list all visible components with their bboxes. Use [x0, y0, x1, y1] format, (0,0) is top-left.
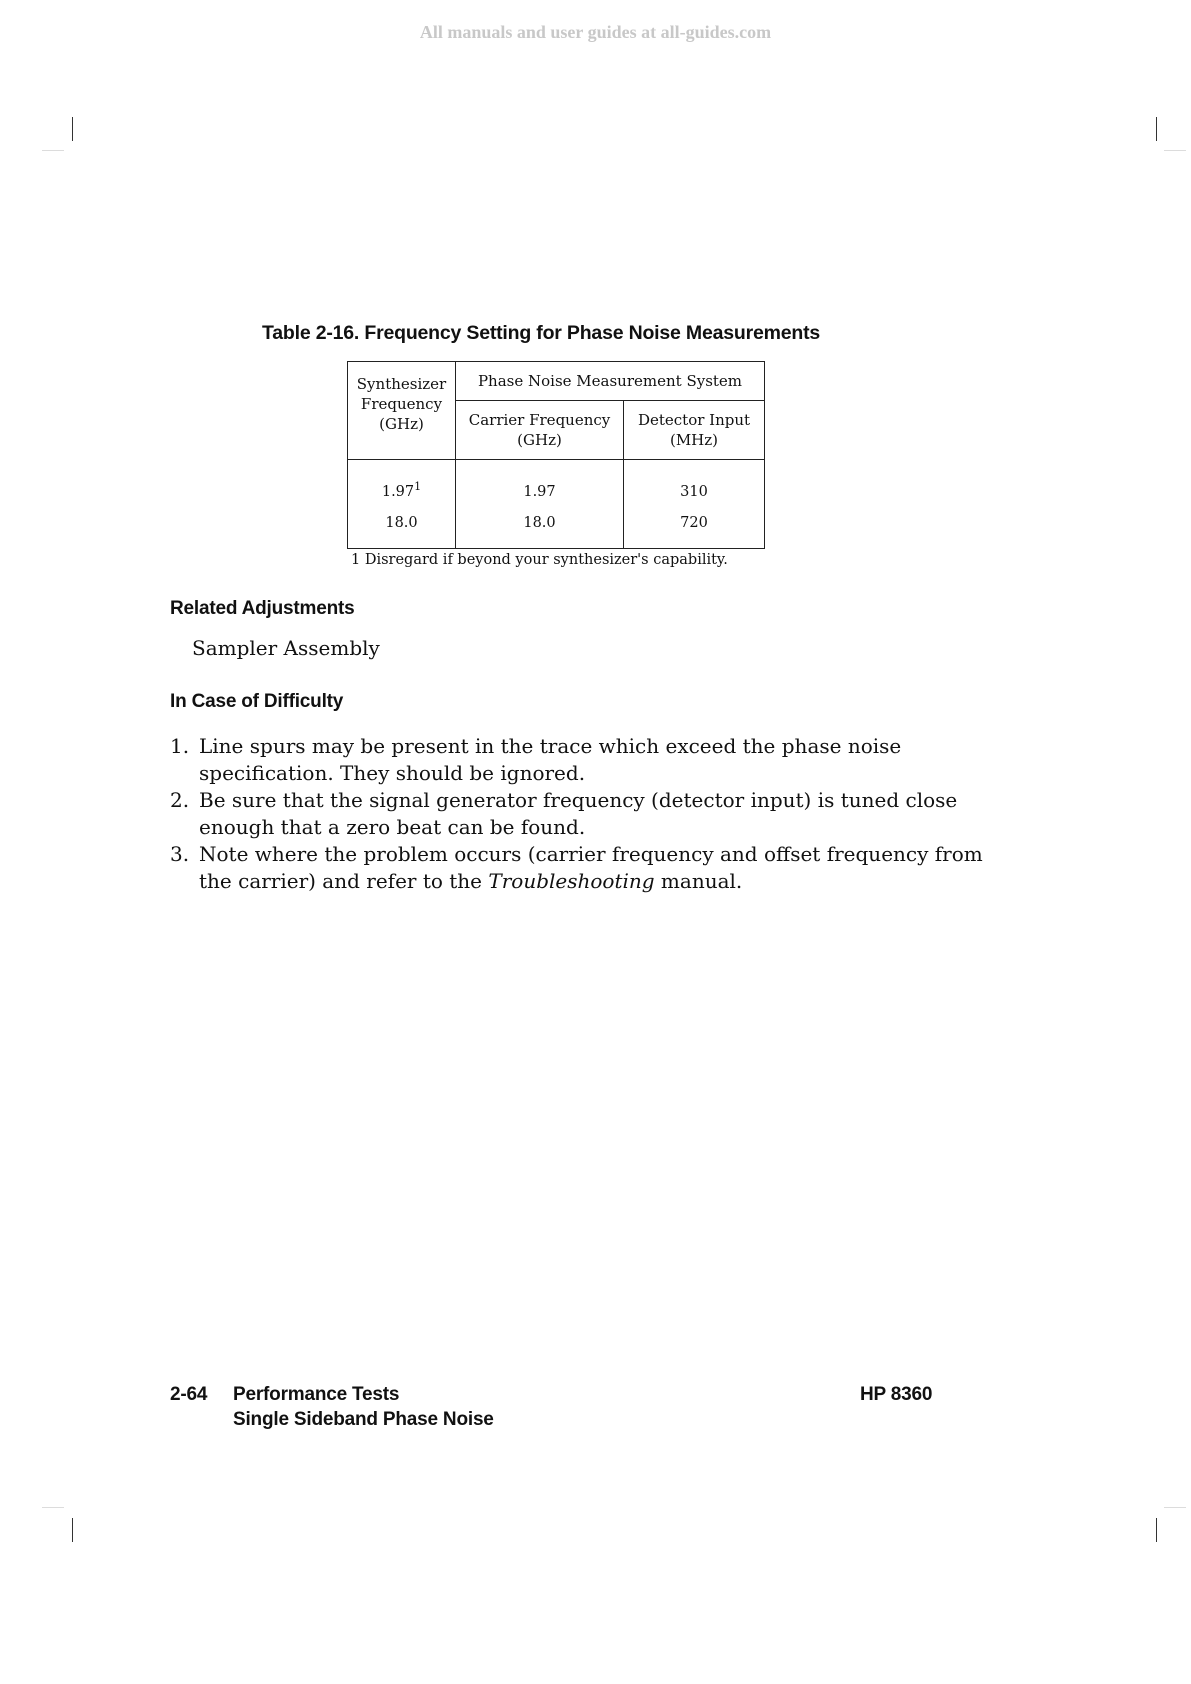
- list-item-line: enough that a zero beat can be found.: [199, 815, 586, 839]
- list-item-number: 1.: [170, 734, 190, 758]
- related-adjustments-heading: Related Adjustments: [170, 598, 355, 619]
- cell-carrier-frequency: 18.0: [456, 507, 624, 549]
- footer-section: Performance Tests: [233, 1384, 400, 1405]
- list-item-line: Line spurs may be present in the trace which exceed the phase noise: [199, 734, 902, 758]
- crop-mark-bottom-right-h: [1164, 1507, 1186, 1508]
- list-item-text: manual.: [654, 869, 743, 893]
- footer-page-number: 2-64: [170, 1384, 208, 1405]
- list-item-line: specification. They should be ignored.: [199, 761, 586, 785]
- cell-synth-frequency: 18.0: [348, 507, 456, 549]
- list-item: [170, 841, 983, 895]
- footer-model: HP 8360: [860, 1384, 933, 1405]
- crop-mark-top-right: [1156, 117, 1157, 141]
- cell-synth-frequency: [348, 460, 456, 508]
- header-synthesizer-frequency: [348, 362, 456, 460]
- header-carrier-line1: Carrier Frequency: [468, 411, 611, 429]
- table-row: [348, 460, 765, 508]
- list-item-number: 3.: [170, 842, 190, 866]
- header-detector-input: [624, 401, 765, 460]
- list-item-line: [199, 868, 983, 895]
- crop-mark-top-right-h: [1164, 150, 1186, 151]
- header-synth-line2: Frequency: [360, 395, 443, 413]
- cell-carrier-frequency: 1.97: [456, 460, 624, 508]
- header-carrier-line2: (GHz): [517, 431, 562, 449]
- crop-mark-bottom-left: [72, 1518, 73, 1542]
- crop-mark-bottom-right: [1156, 1518, 1157, 1542]
- in-case-of-difficulty-heading: In Case of Difficulty: [170, 691, 344, 712]
- table-title: Table 2-16. Frequency Setting for Phase Noise Measurements: [262, 322, 821, 344]
- footer-subsection: Single Sideband Phase Noise: [233, 1409, 494, 1430]
- header-measurement-system: Phase Noise Measurement System: [456, 362, 765, 401]
- table-row: [348, 507, 765, 549]
- difficulty-list: [170, 733, 983, 895]
- watermark: All manuals and user guides at all-guides.com: [419, 22, 772, 42]
- cell-synth-value: 1.97: [381, 484, 415, 500]
- cell-detector-input: 310: [624, 460, 765, 508]
- manual-title: Troubleshooting: [488, 869, 655, 893]
- frequency-table: [347, 361, 765, 549]
- cell-detector-input: 720: [624, 507, 765, 549]
- list-item-line: Note where the problem occurs (carrier frequency and offset frequency from: [199, 842, 983, 866]
- header-detector-line1: Detector Input: [637, 411, 751, 429]
- list-item-line: Be sure that the signal generator frequency (detector input) is tuned close: [199, 788, 958, 812]
- crop-mark-bottom-left-h: [42, 1507, 64, 1508]
- header-detector-line2: (MHz): [669, 431, 719, 449]
- list-item: [170, 733, 983, 787]
- list-item: [170, 787, 983, 841]
- list-item-number: 2.: [170, 788, 190, 812]
- list-item-text: the carrier) and refer to the: [199, 869, 489, 893]
- crop-mark-top-left: [72, 117, 73, 141]
- header-synth-line1: Synthesizer: [356, 375, 447, 393]
- footnote-marker: 1: [414, 480, 422, 493]
- crop-mark-top-left-h: [42, 150, 64, 151]
- table-footnote: 1 Disregard if beyond your synthesizer's capability.: [351, 552, 728, 568]
- header-carrier-frequency: [456, 401, 624, 460]
- related-adjustments-text: Sampler Assembly: [192, 636, 380, 660]
- header-synth-line3: (GHz): [379, 415, 424, 433]
